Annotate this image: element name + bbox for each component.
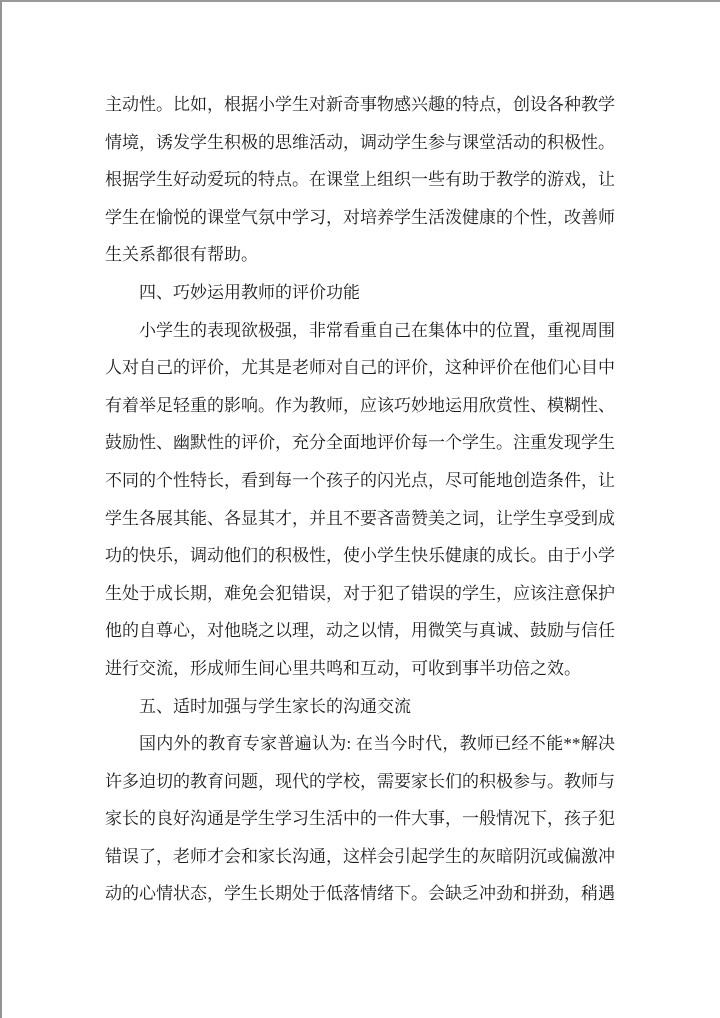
text-line: 学生各展其能、各显其才，并且不要吝啬赞美之词，让学生享受到成	[105, 508, 615, 528]
text-line: 他的自尊心，对他晓之以理，动之以情，用微笑与真诚、鼓励与信任	[105, 621, 615, 641]
text-line: 不同的个性特长，看到每一个孩子的闪光点，尽可能地创造条件，让	[105, 470, 615, 490]
text-line: 鼓励性、幽默性的评价，充分全面地评价每一个学生。注重发现学生	[105, 433, 615, 453]
text-line: 动的心情状态，学生长期处于低落情绪下。会缺乏冲劲和拼劲，稍遇	[105, 884, 615, 904]
text-line: 生处于成长期，难免会犯错误，对于犯了错误的学生，应该注意保护	[105, 583, 615, 603]
text-line: 许多迫切的教育问题，现代的学校，需要家长们的积极参与。教师与	[105, 771, 615, 791]
section-heading: 五、适时加强与学生家长的沟通交流	[139, 696, 411, 716]
text-line: 国内外的教育专家普遍认为: 在当今时代，教师已经不能**解决	[139, 734, 615, 754]
text-line: 学生在愉悦的课堂气氛中学习，对培养学生活泼健康的个性，改善师	[105, 207, 615, 227]
text-line: 功的快乐，调动他们的积极性，使小学生快乐健康的成长。由于小学	[105, 546, 615, 566]
text-line: 情境，诱发学生积极的思维活动，调动学生参与课堂活动的积极性。	[105, 132, 615, 152]
text-line: 小学生的表现欲极强，非常看重自己在集体中的位置，重视周围	[139, 320, 615, 340]
section-heading: 四、巧妙运用教师的评价功能	[139, 282, 360, 302]
text-line: 主动性。比如，根据小学生对新奇事物感兴趣的特点，创设各种教学	[105, 95, 615, 114]
text-line: 根据学生好动爱玩的特点。在课堂上组织一些有助于教学的游戏，让	[105, 170, 615, 190]
text-line: 生关系都很有帮助。	[105, 245, 258, 265]
text-line: 进行交流，形成师生间心里共鸣和互动，可收到事半功倍之效。	[105, 658, 581, 678]
text-line: 错误了，老师才会和家长沟通，这样会引起学生的灰暗阴沉或偏激冲	[105, 846, 615, 866]
text-line: 家长的良好沟通是学生学习生活中的一件大事，一般情况下，孩子犯	[105, 809, 615, 829]
text-line: 有着举足轻重的影响。作为教师，应该巧妙地运用欣赏性、模糊性、	[105, 395, 615, 415]
text-line: 人对自己的评价，尤其是老师对自己的评价，这种评价在他们心目中	[105, 358, 615, 378]
document-body	[2, 2, 720, 913]
